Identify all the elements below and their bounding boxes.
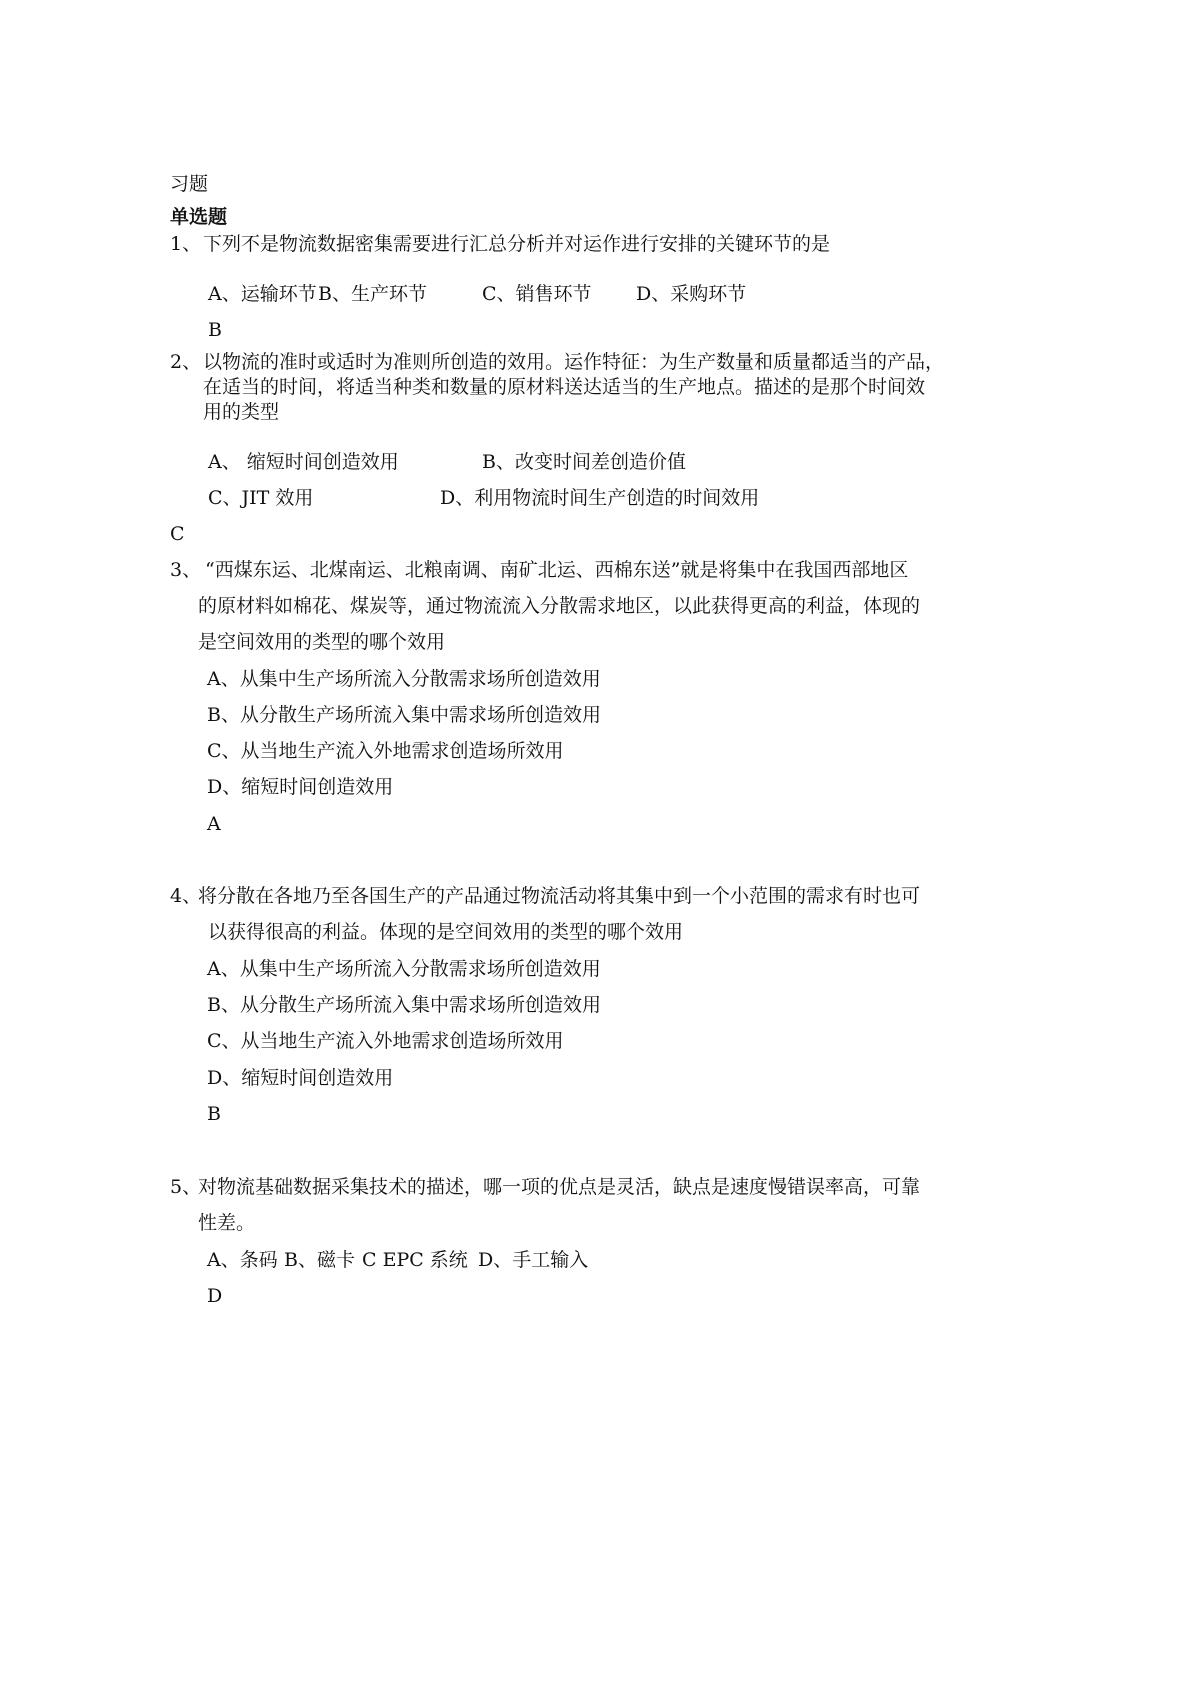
option-c: C、销售环节	[482, 283, 592, 305]
option-c: C EPC 系统	[362, 1249, 468, 1271]
section-title: 单选题	[170, 206, 228, 228]
option-d: D、手工输入	[478, 1249, 589, 1271]
option-c: C、从当地生产流入外地需求创造场所效用	[207, 740, 564, 762]
option-b: B、磁卡	[284, 1249, 355, 1271]
question-stem-line-1: “西煤东运、北煤南运、北粮南调、南矿北运、西棉东送”就是将集中在我国西部地区	[205, 559, 909, 581]
question-number: 4、	[170, 885, 202, 907]
option-c: C、JIT 效用	[208, 487, 314, 509]
option-a: A、运输环节	[208, 283, 317, 305]
option-a: A、 缩短时间创造效用	[208, 451, 399, 473]
option-d: D、缩短时间创造效用	[207, 776, 394, 798]
option-d: D、缩短时间创造效用	[207, 1067, 394, 1089]
option-c: C、从当地生产流入外地需求创造场所效用	[207, 1030, 564, 1052]
question-number: 2、	[170, 351, 202, 373]
option-a: A、从集中生产场所流入分散需求场所创造效用	[207, 958, 601, 980]
question-stem-line-2: 的原材料如棉花、煤炭等，通过物流流入分散需求地区，以此获得更高的利益，体现的	[198, 595, 921, 617]
option-b: B、从分散生产场所流入集中需求场所创造效用	[207, 994, 601, 1016]
question-stem-line-2: 以获得很高的利益。体现的是空间效用的类型的哪个效用	[208, 921, 684, 943]
answer: B	[207, 1103, 221, 1125]
question-stem-line-1: 将分散在各地乃至各国生产的产品通过物流活动将其集中到一个小范围的需求有时也可	[198, 885, 921, 907]
option-b: B、改变时间差创造价值	[482, 451, 686, 473]
option-d: D、采购环节	[636, 283, 747, 305]
question-stem-line-3: 用的类型	[203, 401, 280, 423]
answer: A	[207, 813, 221, 835]
question-stem-line-1: 对物流基础数据采集技术的描述，哪一项的优点是灵活，缺点是速度慢错误率高，可靠	[198, 1176, 921, 1198]
question-stem-line-3: 是空间效用的类型的哪个效用	[198, 631, 446, 653]
answer: C	[170, 523, 185, 545]
question-number: 1、	[170, 233, 202, 255]
answer: D	[207, 1285, 223, 1307]
question-stem-line-2: 性差。	[198, 1212, 256, 1234]
question-stem-line-2: 在适当的时间，将适当种类和数量的原材料送达适当的生产地点。描述的是那个时间效	[203, 376, 926, 398]
question-number: 5、	[170, 1176, 202, 1198]
document-title: 习题	[170, 173, 209, 195]
option-b: B、生产环节	[318, 283, 427, 305]
answer: B	[208, 319, 222, 341]
question-stem-line-1: 以物流的准时或适时为准则所创造的效用。运作特征：为生产数量和质量都适当的产品，	[203, 351, 945, 373]
question-number: 3、	[170, 559, 202, 581]
option-a: A、从集中生产场所流入分散需求场所创造效用	[207, 668, 601, 690]
option-d: D、利用物流时间生产创造的时间效用	[440, 487, 760, 509]
option-a: A、条码	[207, 1249, 278, 1271]
option-b: B、从分散生产场所流入集中需求场所创造效用	[207, 704, 601, 726]
question-stem: 下列不是物流数据密集需要进行汇总分析并对运作进行安排的关键环节的是	[203, 233, 831, 255]
